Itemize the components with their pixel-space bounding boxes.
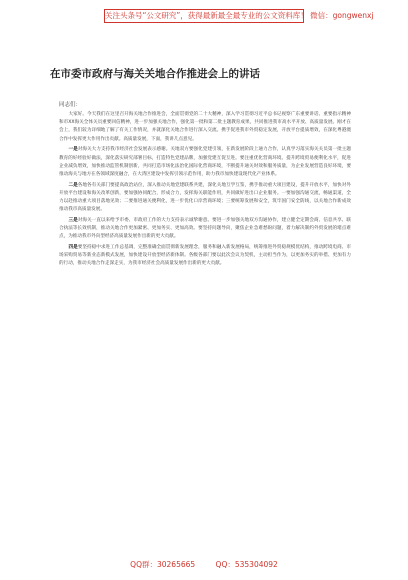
promo-banner: 关注头条号“公文研究”，获得最新最全最专业的公文资料库！ 微信：gongwenxj: [104, 9, 304, 23]
paragraph: 大家好。今天我们在这里召开海关地合作推进会，全面贯彻党的二十大精神，深入学习贯彻习近平总书记视察广东重要讲话、重要指示精神和市XX海关全体关员重要回信精神，进一步加强关地合作，强化第一批和第二批主题教育成果，共同推进我市高水平开放、高质量发展。刚才在会上，我们较为详细地了解了有关工作情况，并就深化关地合作进行深入交流。携手促进我市外贸稳定发展，开放平台提质增效，在深化粤港澳合作中发挥更大作用作出贡献。高质量发展，下面，我讲几点意见。: [59, 112, 351, 142]
qq-group-label: QQ群：30265665: [130, 560, 196, 569]
paragraph-lead: 二是: [68, 182, 78, 188]
paragraph-lead: 一是: [68, 147, 78, 153]
contact-footer: [0, 559, 408, 570]
qq-label: QQ：535304092: [215, 560, 278, 569]
document-title: 在市委市政府与海关关地合作推进会上的讲话: [50, 68, 260, 80]
document-body: [59, 111, 351, 551]
paragraph: 一是对海关大力支持我市经济社会发展表示感谢。关地双方要强化党建引领，在新发展阶段上通力合作，认真学习落实海关关员第一批主题教育的好经验好做法，深化落实研究部署目标，打造特色党建品牌，加强党建互促互进。要注重优化营商环境、提升跨境贸易便利化水平，促进企业减负增效，加快推动监管机制创新，共同打造市场化法治化国际化营商环境，不断提升通关时效和服务质量，为企业发展营造良好环境，要推动海关与地方在各领域深度融合，在大湾区建设中发挥引领示范作用，助力我市加快建设现代化产业体系。: [59, 147, 351, 177]
paragraph-lead: 三是: [68, 217, 78, 223]
paragraph-lead: 四是: [68, 245, 78, 251]
paragraph: 二是各地各有关部门要提高政治站位，深入推动关地党建联系共建，深化关地互学互鉴，携手推动重大项目建设，提升开放水平，加快对外开放平台建设和海关改革创新，要加强协同配合，形成合力，发挥海关职能作用，共同做好进出口企业服务。一要加强沟通交流，畅通渠道，全力以赴推动重大项目落地见效；二要推进通关便利化，进一步优化口岸营商环境；三要统筹发展和安全，筑牢国门安全防线，以关地合作新成效推动我市高质量发展。: [59, 182, 351, 213]
paragraph: 四是要坚持稳中求进工作总基调，完整准确全面贯彻新发展理念，服务和融入新发展格局，统筹推进外贸稳规模优结构，推动跨境电商、市场采购贸易等新业态新模式发展，加快建设开放型经济新体制。各级各部门要以此次会议为契机，主动担当作为，以更加务实的举措、更加有力的行动，推动关地合作走深走实，为我市经济社会高质量发展作出新的更大贡献。: [59, 245, 351, 267]
paragraph: 三是对海关一直以来给予市委、市政府工作的大力支持表示诚挚谢意。要进一步加强关地双方沟通协作，建立健全定期会商、信息共享、联合执法等长效机制，推动关地合作更加紧密、更加务实、更加高效。要坚持问题导向，聚焦企业急难愁盼问题，着力解决制约外贸发展的堵点难点，为推动我市外向型经济高质量发展作出新的更大贡献。: [59, 217, 351, 240]
greeting: 同志们：: [59, 102, 82, 108]
